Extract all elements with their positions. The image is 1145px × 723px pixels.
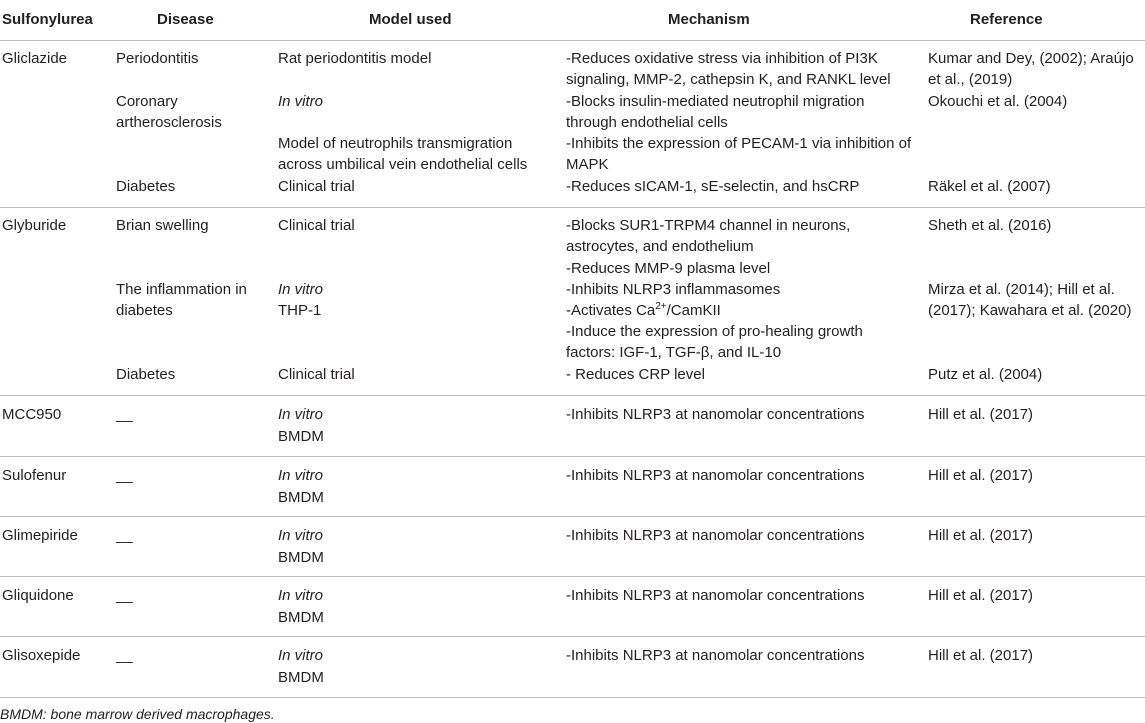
header-disease: Disease	[157, 11, 214, 28]
header-sulfonylurea: Sulfonylurea	[2, 11, 93, 28]
disease-cell: __	[116, 587, 133, 604]
drug-name: MCC950	[2, 406, 62, 423]
disease-cell: __	[116, 406, 133, 423]
model-cell: In vitro	[278, 467, 324, 484]
mechanism-cell	[566, 301, 721, 322]
model-cell: BMDM	[278, 428, 324, 445]
model-cell: Clinical trial	[278, 217, 355, 234]
disease-cell: diabetes	[116, 302, 173, 319]
reference-cell: Hill et al. (2017)	[928, 467, 1034, 484]
model-cell: BMDM	[278, 489, 324, 506]
table-row-group-gliclazide	[0, 41, 1145, 208]
reference-cell: Hill et al. (2017)	[928, 527, 1034, 544]
disease-cell: Diabetes	[116, 178, 176, 195]
mechanism-cell: through endothelial cells	[566, 114, 728, 131]
drug-name: Sulofenur	[2, 467, 67, 484]
drug-name: Gliclazide	[2, 50, 68, 67]
mechanism-text: -Activates Ca	[566, 302, 656, 319]
model-cell: THP-1	[278, 302, 322, 319]
reference-cell: Kumar and Dey, (2002); Araújo	[928, 50, 1134, 67]
reference-cell: Räkel et al. (2007)	[928, 178, 1051, 195]
mechanism-cell: -Blocks insulin-mediated neutrophil migration	[566, 93, 865, 110]
table-row	[0, 577, 1145, 637]
model-cell: Clinical trial	[278, 178, 355, 195]
header-model-used: Model used	[369, 11, 452, 28]
drug-name: Glisoxepide	[2, 647, 81, 664]
mechanism-cell: -Inhibits NLRP3 inflammasomes	[566, 281, 781, 298]
table-row	[0, 517, 1145, 577]
reference-cell: Hill et al. (2017)	[928, 406, 1034, 423]
table-footnote: BMDM: bone marrow derived macrophages.	[0, 706, 275, 722]
mechanism-cell: -Inhibits NLRP3 at nanomolar concentrations	[566, 467, 865, 484]
mechanism-cell: -Inhibits the expression of PECAM-1 via inhibition of	[566, 135, 912, 152]
drug-name: Glyburide	[2, 217, 67, 234]
mechanism-cell: -Reduces MMP-9 plasma level	[566, 260, 771, 277]
reference-cell: Hill et al. (2017)	[928, 587, 1034, 604]
mechanism-cell: - Reduces CRP level	[566, 366, 705, 383]
model-cell: BMDM	[278, 549, 324, 566]
model-cell: In vitro	[278, 587, 324, 604]
table-row	[0, 457, 1145, 517]
disease-cell: __	[116, 527, 133, 544]
reference-cell: Hill et al. (2017)	[928, 647, 1034, 664]
mechanism-cell: -Induce the expression of pro-healing growth	[566, 323, 863, 340]
disease-cell: __	[116, 647, 133, 664]
reference-cell: Okouchi et al. (2004)	[928, 93, 1068, 110]
model-cell: Model of neutrophils transmigration	[278, 135, 513, 152]
mechanism-text: /CamKII	[666, 302, 721, 319]
reference-cell: Sheth et al. (2016)	[928, 217, 1052, 234]
table-row-group-glyburide	[0, 208, 1145, 396]
disease-cell: artherosclerosis	[116, 114, 222, 131]
model-cell: In vitro	[278, 406, 324, 423]
disease-cell: Coronary	[116, 93, 178, 110]
mechanism-cell: -Inhibits NLRP3 at nanomolar concentrations	[566, 647, 865, 664]
model-cell: In vitro	[278, 93, 324, 110]
disease-cell: Periodontitis	[116, 50, 199, 67]
mechanism-cell: -Inhibits NLRP3 at nanomolar concentrations	[566, 406, 865, 423]
model-cell: In vitro	[278, 647, 324, 664]
disease-cell: Diabetes	[116, 366, 176, 383]
table-header	[0, 0, 1145, 41]
model-cell: In vitro	[278, 281, 324, 298]
reference-cell: Putz et al. (2004)	[928, 366, 1043, 383]
model-cell: Rat periodontitis model	[278, 50, 432, 67]
disease-cell: The inflammation in	[116, 281, 247, 298]
table-row	[0, 396, 1145, 457]
header-mechanism: Mechanism	[668, 11, 750, 28]
mechanism-cell: -Inhibits NLRP3 at nanomolar concentrations	[566, 527, 865, 544]
model-cell: Clinical trial	[278, 366, 355, 383]
model-cell: BMDM	[278, 609, 324, 626]
mechanism-cell: -Reduces oxidative stress via inhibition of PI3K	[566, 50, 878, 67]
table-row	[0, 637, 1145, 698]
model-cell: across umbilical vein endothelial cells	[278, 156, 528, 173]
disease-cell: Brian swelling	[116, 217, 209, 234]
mechanism-cell: -Reduces sICAM-1, sE-selectin, and hsCRP	[566, 178, 860, 195]
mechanism-cell: astrocytes, and endothelium	[566, 238, 754, 255]
model-cell: In vitro	[278, 527, 324, 544]
disease-cell: __	[116, 467, 133, 484]
header-reference: Reference	[970, 11, 1043, 28]
drug-name: Glimepiride	[2, 527, 78, 544]
mechanism-cell: -Blocks SUR1-TRPM4 channel in neurons,	[566, 217, 851, 234]
mechanism-cell: MAPK	[566, 156, 609, 173]
model-cell: BMDM	[278, 669, 324, 686]
drug-name: Gliquidone	[2, 587, 74, 604]
reference-cell: Mirza et al. (2014); Hill et al.	[928, 281, 1115, 298]
reference-cell: et al., (2019)	[928, 71, 1013, 88]
superscript-charge: 2+	[655, 301, 667, 312]
mechanism-cell: -Inhibits NLRP3 at nanomolar concentrations	[566, 587, 865, 604]
mechanism-cell: signaling, MMP-2, cathepsin K, and RANKL level	[566, 71, 891, 88]
mechanism-cell: factors: IGF-1, TGF-β, and IL-10	[566, 344, 782, 361]
reference-cell: (2017); Kawahara et al. (2020)	[928, 302, 1132, 319]
